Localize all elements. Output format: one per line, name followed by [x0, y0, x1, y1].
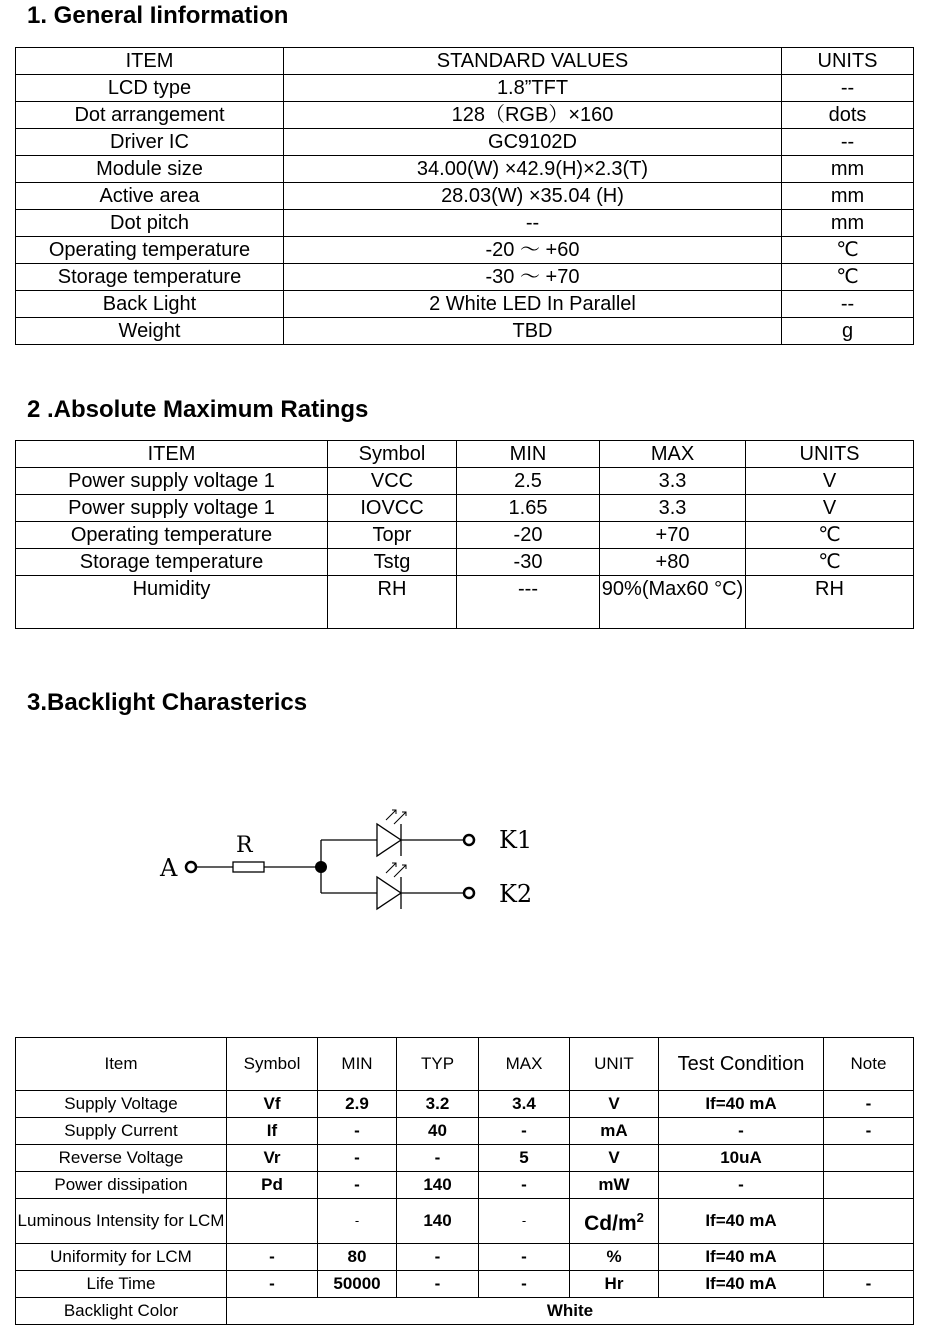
table-cell: -	[824, 1118, 914, 1145]
table-cell: GC9102D	[284, 129, 782, 156]
table-cell: 3.3	[600, 495, 746, 522]
table-row	[16, 1145, 914, 1172]
terminal-k1-label: K1	[499, 826, 533, 854]
table-cell: Driver IC	[16, 129, 284, 156]
column-header: UNIT	[570, 1038, 659, 1091]
table-cell	[824, 1199, 914, 1244]
table-row	[16, 495, 914, 522]
column-header: Note	[824, 1038, 914, 1091]
resistor-symbol	[233, 862, 264, 872]
table-cell	[227, 1199, 318, 1244]
table-cell: Luminous Intensity for LCM	[16, 1199, 227, 1244]
table-cell: -30 ～ +70	[284, 264, 782, 291]
table-row	[16, 129, 914, 156]
table-cell: 2.9	[318, 1091, 397, 1118]
table-cell: -	[479, 1118, 570, 1145]
table-row	[16, 291, 914, 318]
table-cell: +70	[600, 522, 746, 549]
table-cell: -	[397, 1271, 479, 1298]
table-row	[16, 468, 914, 495]
table-row	[16, 102, 914, 129]
table-cell: 140	[397, 1199, 479, 1244]
table-cell: 3.2	[397, 1091, 479, 1118]
table-cell: mA	[570, 1118, 659, 1145]
table-cell: -	[227, 1244, 318, 1271]
table-cell: --	[284, 210, 782, 237]
table-cell: 2.5	[457, 468, 600, 495]
table-cell: TBD	[284, 318, 782, 345]
table-cell: 1.65	[457, 495, 600, 522]
table-cell	[824, 1244, 914, 1271]
column-header: Symbol	[328, 441, 457, 468]
column-header: MAX	[600, 441, 746, 468]
table-cell: -	[397, 1145, 479, 1172]
table-cell: ℃	[746, 549, 914, 576]
table-cell: Uniformity for LCM	[16, 1244, 227, 1271]
table-row	[16, 1199, 914, 1244]
column-header: MIN	[318, 1038, 397, 1091]
table-cell: Weight	[16, 318, 284, 345]
table-cell: -	[479, 1271, 570, 1298]
absolute-maximum-ratings-table	[15, 440, 914, 629]
table-cell: 3.4	[479, 1091, 570, 1118]
table-cell: 1.8”TFT	[284, 75, 782, 102]
table-cell: Supply Current	[16, 1118, 227, 1145]
table-cell: -	[318, 1172, 397, 1199]
unit-text: Cd/m	[584, 1212, 637, 1235]
column-header: ITEM	[16, 48, 284, 75]
table-cell: If	[227, 1118, 318, 1145]
table-cell: Dot arrangement	[16, 102, 284, 129]
table-cell: If=40 mA	[659, 1199, 824, 1244]
table-cell: 50000	[318, 1271, 397, 1298]
table-header-row	[16, 441, 914, 468]
table-cell: --	[782, 75, 914, 102]
table-row	[16, 237, 914, 264]
table-header-row	[16, 48, 914, 75]
terminal-k2-node	[464, 888, 474, 898]
table-cell: Module size	[16, 156, 284, 183]
table-cell: IOVCC	[328, 495, 457, 522]
table-cell: 10uA	[659, 1145, 824, 1172]
table-cell: Active area	[16, 183, 284, 210]
backlight-circuit-diagram	[150, 800, 550, 920]
resistor-label: R	[236, 833, 253, 858]
table-cell: Storage temperature	[16, 549, 328, 576]
table-cell: Backlight Color	[16, 1298, 227, 1325]
table-cell: -	[479, 1244, 570, 1271]
backlight-characteristics-table	[15, 1037, 914, 1325]
column-header: TYP	[397, 1038, 479, 1091]
table-cell: --	[782, 129, 914, 156]
table-row	[16, 576, 914, 629]
table-cell: 5	[479, 1145, 570, 1172]
table-cell: mm	[782, 156, 914, 183]
table-cell: -	[318, 1118, 397, 1145]
table-cell: -	[227, 1271, 318, 1298]
column-header: MAX	[479, 1038, 570, 1091]
table-cell: --	[782, 291, 914, 318]
table-cell: -20 ～ +60	[284, 237, 782, 264]
backlight-color-value: White	[227, 1298, 914, 1325]
table-row	[16, 1091, 914, 1118]
led2-symbol	[377, 877, 401, 909]
table-cell: 2 White LED In Parallel	[284, 291, 782, 318]
table-row	[16, 1271, 914, 1298]
column-header: Item	[16, 1038, 227, 1091]
led1-symbol	[377, 824, 401, 856]
table-row	[16, 1244, 914, 1271]
table-cell: If=40 mA	[659, 1091, 824, 1118]
table-cell: -	[397, 1244, 479, 1271]
table-cell: -	[479, 1172, 570, 1199]
table-row	[16, 1172, 914, 1199]
table-row	[16, 156, 914, 183]
column-header: MIN	[457, 441, 600, 468]
table-cell: Humidity	[16, 576, 328, 629]
unit-superscript: 2	[636, 1210, 644, 1225]
section3-heading: 3.Backlight Charasterics	[27, 689, 308, 716]
table-cell: Topr	[328, 522, 457, 549]
table-cell: V	[570, 1091, 659, 1118]
table-cell: V	[746, 468, 914, 495]
table-cell: 40	[397, 1118, 479, 1145]
terminal-a-label: A	[160, 854, 178, 882]
terminal-a-node	[186, 862, 196, 872]
table-cell: mm	[782, 183, 914, 210]
table-cell	[824, 1172, 914, 1199]
table-cell: 90%(Max60 °C)	[600, 576, 746, 629]
table-cell: Back Light	[16, 291, 284, 318]
table-cell: RH	[746, 576, 914, 629]
table-cell: -	[824, 1271, 914, 1298]
table-cell: Operating temperature	[16, 237, 284, 264]
table-cell: V	[746, 495, 914, 522]
table-row	[16, 549, 914, 576]
table-cell: 3.3	[600, 468, 746, 495]
table-cell: Dot pitch	[16, 210, 284, 237]
table-row	[16, 183, 914, 210]
table-cell: mm	[782, 210, 914, 237]
table-cell: -	[318, 1199, 397, 1244]
table-cell: -30	[457, 549, 600, 576]
table-cell: Storage temperature	[16, 264, 284, 291]
table-cell: -	[824, 1091, 914, 1118]
table-cell: Pd	[227, 1172, 318, 1199]
table-cell: RH	[328, 576, 457, 629]
table-cell: mW	[570, 1172, 659, 1199]
table-cell: Power dissipation	[16, 1172, 227, 1199]
table-cell: +80	[600, 549, 746, 576]
table-cell: g	[782, 318, 914, 345]
table-cell: Reverse Voltage	[16, 1145, 227, 1172]
table-cell: Hr	[570, 1271, 659, 1298]
column-header: Symbol	[227, 1038, 318, 1091]
table-cell	[570, 1199, 659, 1244]
table-cell: dots	[782, 102, 914, 129]
column-header: UNITS	[746, 441, 914, 468]
table-cell: Power supply voltage 1	[16, 468, 328, 495]
table-cell: 34.00(W) ×42.9(H)×2.3(T)	[284, 156, 782, 183]
table-row	[16, 522, 914, 549]
table-cell: -20	[457, 522, 600, 549]
table-cell: Life Time	[16, 1271, 227, 1298]
table-cell	[824, 1145, 914, 1172]
table-cell: Vf	[227, 1091, 318, 1118]
table-cell: Power supply voltage 1	[16, 495, 328, 522]
general-information-table	[15, 47, 914, 345]
column-header: UNITS	[782, 48, 914, 75]
table-cell: VCC	[328, 468, 457, 495]
backlight-color-row	[16, 1298, 914, 1325]
terminal-k2-label: K2	[499, 880, 533, 908]
table-cell: Operating temperature	[16, 522, 328, 549]
table-row	[16, 210, 914, 237]
table-cell: -	[659, 1172, 824, 1199]
table-cell: If=40 mA	[659, 1271, 824, 1298]
table-header-row	[16, 1038, 914, 1091]
table-cell: Supply Voltage	[16, 1091, 227, 1118]
table-cell: Vr	[227, 1145, 318, 1172]
table-cell: V	[570, 1145, 659, 1172]
table-cell: 28.03(W) ×35.04 (H)	[284, 183, 782, 210]
terminal-k1-node	[464, 835, 474, 845]
table-cell: 128（RGB）×160	[284, 102, 782, 129]
section1-heading: 1. General Iinformation	[27, 2, 289, 29]
table-cell: 140	[397, 1172, 479, 1199]
table-cell: If=40 mA	[659, 1244, 824, 1271]
table-row	[16, 318, 914, 345]
column-header: ITEM	[16, 441, 328, 468]
column-header: STANDARD VALUES	[284, 48, 782, 75]
table-cell: ℃	[782, 237, 914, 264]
table-cell: ℃	[746, 522, 914, 549]
table-cell: -	[318, 1145, 397, 1172]
table-row	[16, 1118, 914, 1145]
section2-heading: 2 .Absolute Maximum Ratings	[27, 396, 369, 423]
table-cell: LCD type	[16, 75, 284, 102]
table-cell: Tstg	[328, 549, 457, 576]
column-header: Test Condition	[659, 1038, 824, 1091]
table-cell: -	[659, 1118, 824, 1145]
table-cell: 80	[318, 1244, 397, 1271]
table-cell: ---	[457, 576, 600, 629]
table-row	[16, 264, 914, 291]
table-row	[16, 75, 914, 102]
table-cell: ℃	[782, 264, 914, 291]
table-cell: -	[479, 1199, 570, 1244]
table-cell: %	[570, 1244, 659, 1271]
